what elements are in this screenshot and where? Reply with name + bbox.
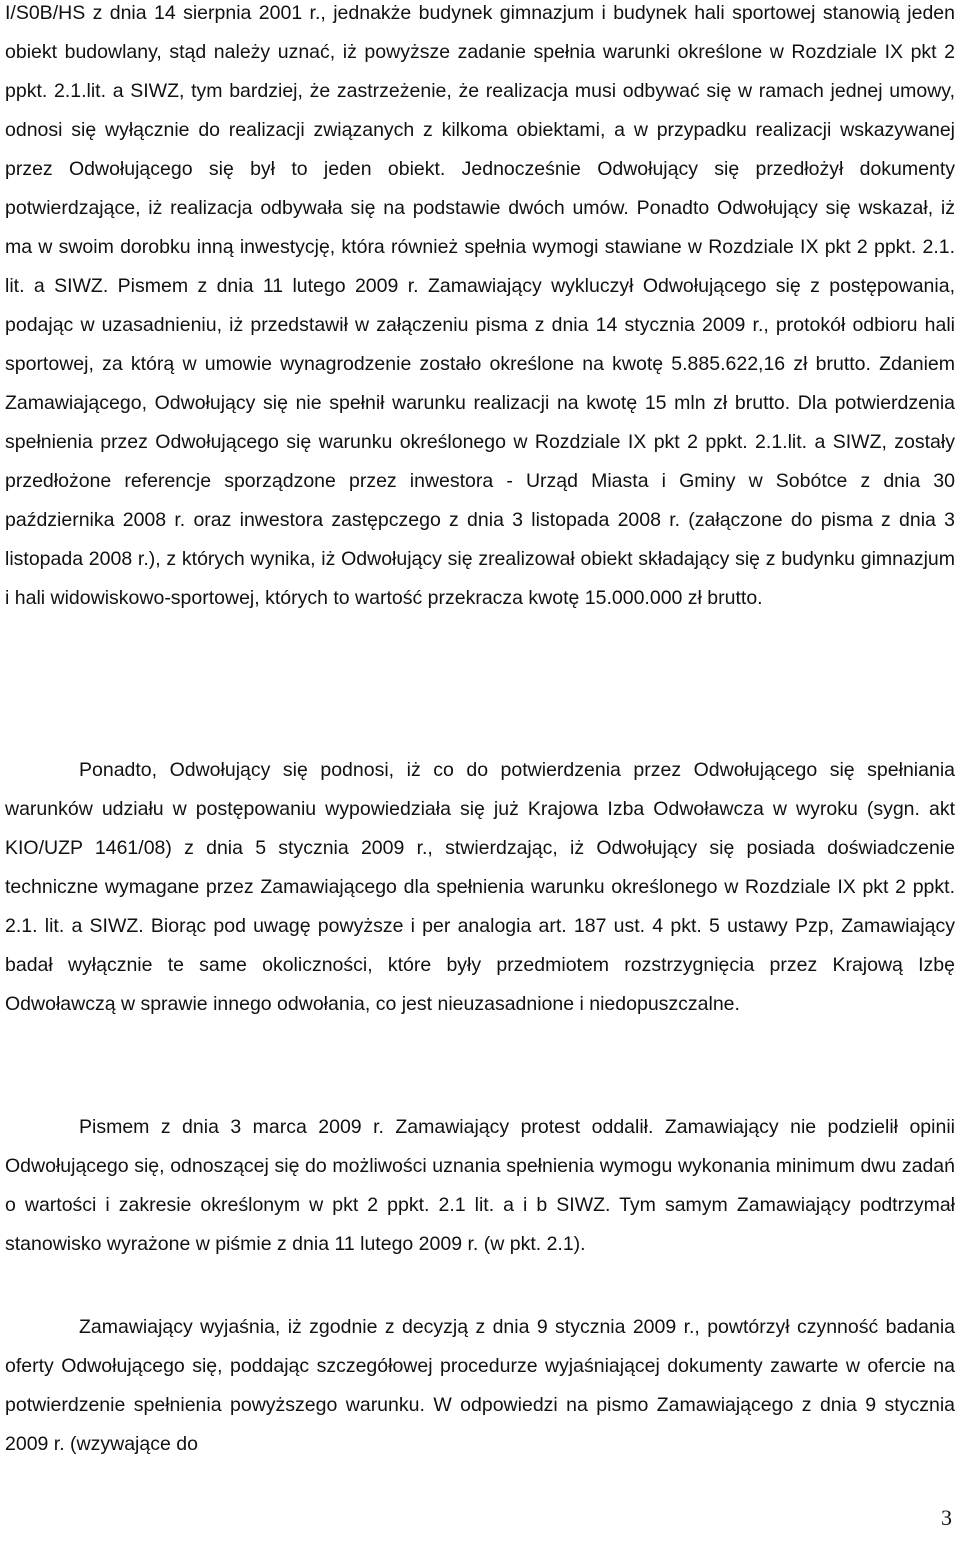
paragraph-1: I/S0B/HS z dnia 14 sierpnia 2001 r., jednakże budynek gimnazjum i budynek hali sportowej stanowią jeden obiekt budowlany, stąd należy uznać, iż powyższe zadanie spełnia warunki określone w Rozdziale IX pkt 2 ppkt. 2.1.lit. a SIWZ, tym bardziej, że zastrzeżenie, że realizacja musi odbywać się w ramach jednej umowy, odnosi się wyłącznie do realizacji związanych z kilkoma obiektami, a w przypadku realizacji wskazywanej przez Odwołującego się był to jeden obiekt. Jednocześnie Odwołujący się przedłożył dokumenty potwierdzające, iż realizacja odbywała się na podstawie dwóch umów. Ponadto Odwołujący się wskazał, iż ma w swoim dorobku inną inwestycję, która również spełnia wymogi stawiane w Rozdziale IX pkt 2 ppkt. 2.1. lit. a SIWZ. Pismem z dnia 11 lutego 2009 r. Zamawiający wykluczył Odwołującego się z postępowania, podając w uzasadnieniu, iż przedstawił w załączeniu pisma z dnia 14 stycznia 2009 r., protokół odbioru hali sportowej, za którą w umowie wynagrodzenie zostało określone na kwotę 5.885.622,16 zł brutto. Zdaniem Zamawiającego, Odwołujący się nie spełnił warunku realizacji na kwotę 15 mln zł brutto. Dla potwierdzenia spełnienia przez Odwołującego się warunku określonego w Rozdziale IX pkt 2 ppkt. 2.1.lit. a SIWZ, zostały przedłożone referencje sporządzone przez inwestora - Urząd Miasta i Gminy w Sobótce z dnia 30 października 2008 r. oraz inwestora zastępczego z dnia 3 listopada 2008 r. (załączone do pisma z dnia 3 listopada 2008 r.), z których wynika, iż Odwołujący się zrealizował obiekt składający się z budynku gimnazjum i hali widowiskowo-sportowej, których to wartość przekracza kwotę 15.000.000 zł brutto. bbox=[5, 2, 955, 609]
paragraph-4: Zamawiający wyjaśnia, iż zgodnie z decyzją z dnia 9 stycznia 2009 r., powtórzył czynność badania oferty Odwołującego się, poddając szczegółowej procedurze wyjaśniającej dokumenty zawarte w ofercie na potwierdzenie spełnienia powyższego warunku. W odpowiedzi na pismo Zamawiającego z dnia 9 stycznia 2009 r. (wzywające do bbox=[5, 1316, 955, 1455]
paragraph-2: Ponadto, Odwołujący się podnosi, iż co do potwierdzenia przez Odwołującego się spełniania warunków udziału w postępowaniu wypowiedziała się już Krajowa Izba Odwoławcza w wyroku (sygn. akt KIO/UZP 1461/08) z dnia 5 stycznia 2009 r., stwierdzając, iż Odwołujący się posiada doświadczenie techniczne wymagane przez Zamawiającego dla spełnienia warunku określonego w Rozdziale IX pkt 2 ppkt. 2.1. lit. a SIWZ. Biorąc pod uwagę powyższe i per analogia art. 187 ust. 4 pkt. 5 ustawy Pzp, Zamawiający badał wyłącznie te same okoliczności, które były przedmiotem rozstrzygnięcia przez Krajową Izbę Odwoławczą w sprawie innego odwołania, co jest nieuzasadnione i niedopuszczalne. bbox=[5, 759, 955, 1015]
paragraph-3: Pismem z dnia 3 marca 2009 r. Zamawiający protest oddalił. Zamawiający nie podzielił opinii Odwołującego się, odnoszącej się do możliwości uznania spełnienia wymogu wykonania minimum dwu zadań o wartości i zakresie określonym w pkt 2 ppkt. 2.1 lit. a i b SIWZ. Tym samym Zamawiający podtrzymał stanowisko wyrażone w piśmie z dnia 11 lutego 2009 r. (w pkt. 2.1). bbox=[5, 1116, 955, 1255]
page-number: 3 bbox=[941, 1505, 952, 1530]
